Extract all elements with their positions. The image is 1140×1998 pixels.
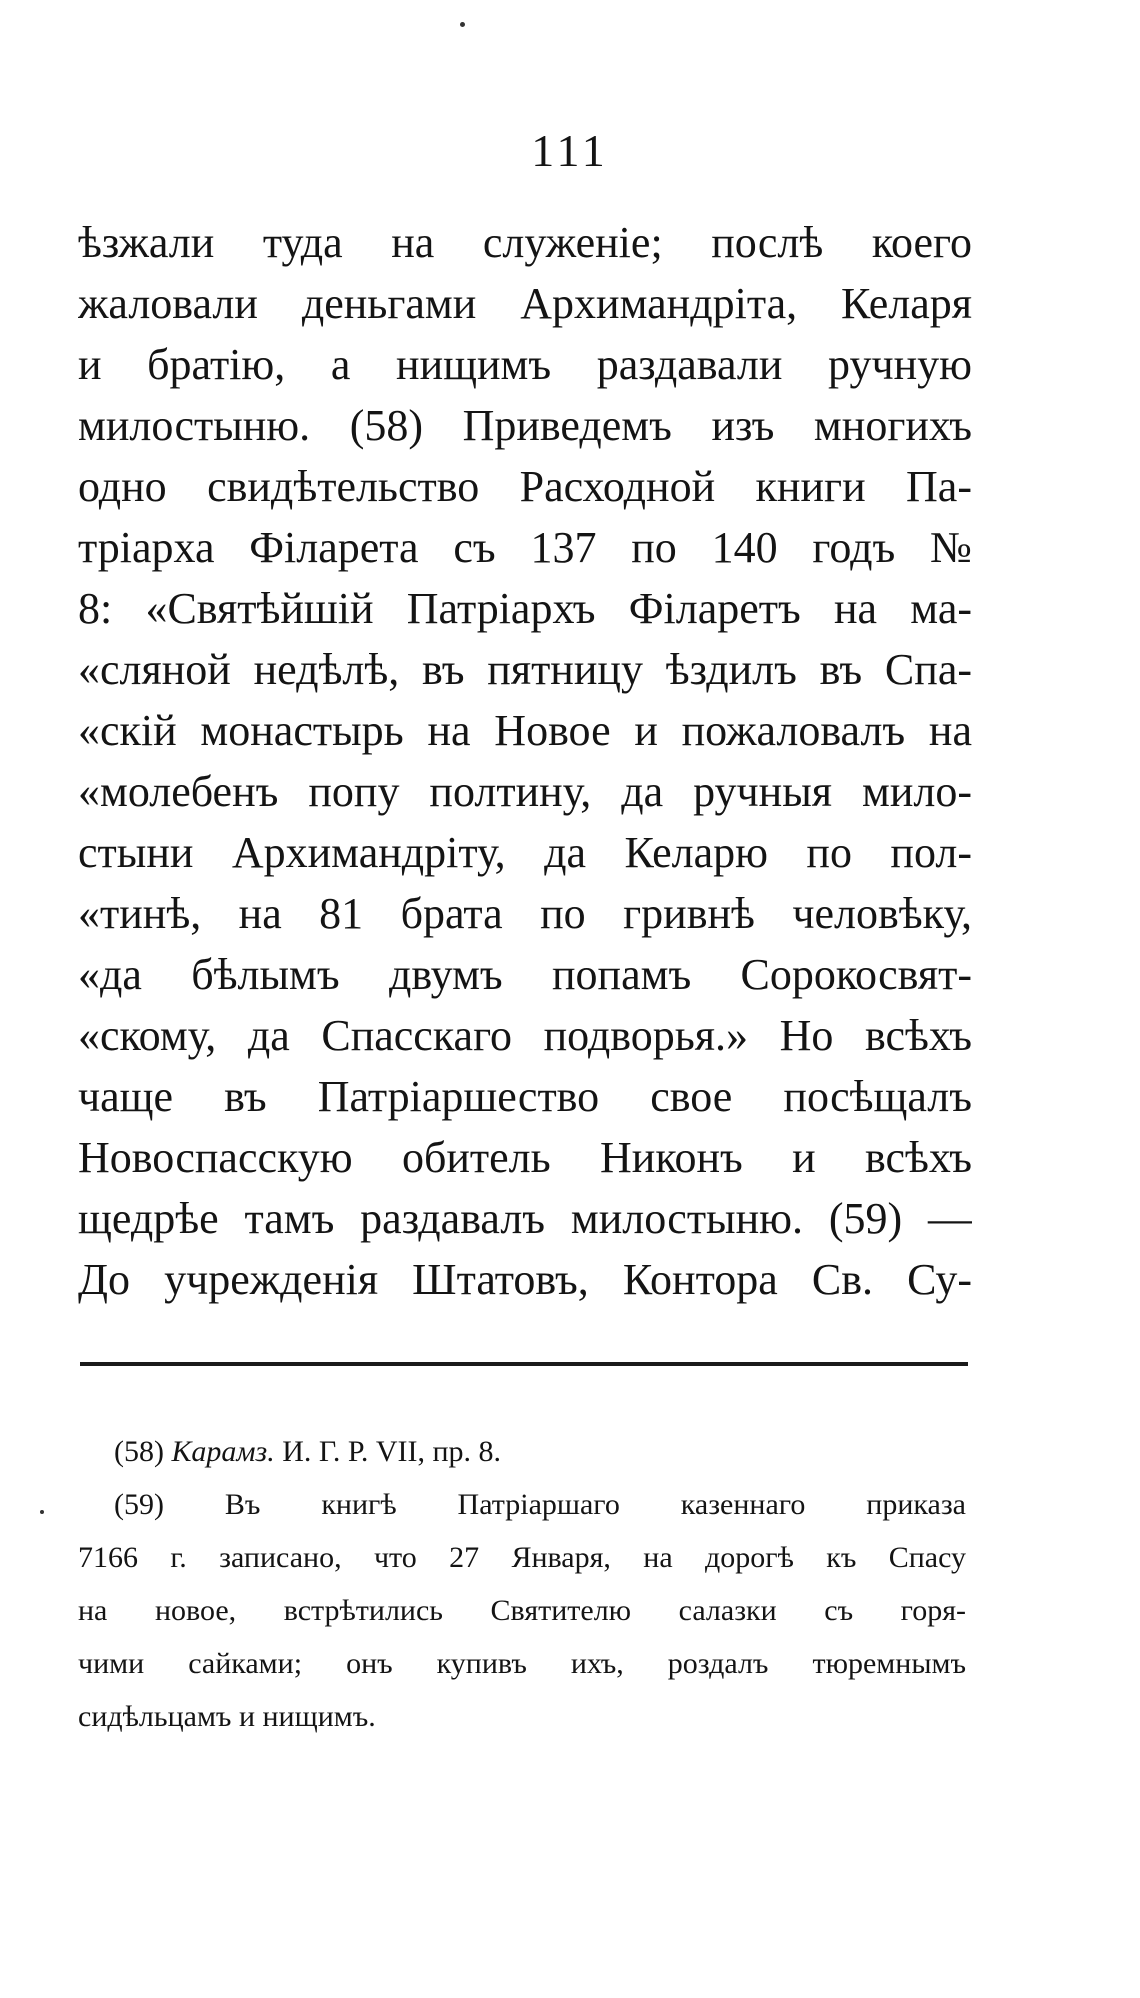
- text-line: Новоспасскую обитель Никонъ и всѣхъ: [78, 1133, 972, 1182]
- text-line: «скому, да Спасскаго подворья.» Но всѣхъ: [78, 1011, 972, 1060]
- text-line: жаловали деньгами Архимандріта, Келаря: [78, 279, 972, 328]
- text-line: «молебенъ попу полтину, да ручныя мило-: [78, 767, 972, 816]
- footnote-separator-rule: [80, 1362, 968, 1366]
- text-line: «да бѣлымъ двумъ попамъ Сорокосвят-: [78, 950, 972, 999]
- footnote-59-line: 7166 г. записано, что 27 Января, на дорогѣ къ Спасу: [78, 1541, 966, 1574]
- text-line: щедрѣе тамъ раздавалъ милостыню. (59) —: [78, 1194, 972, 1243]
- text-line: стыни Архимандріту, да Келарю по пол-: [78, 828, 972, 877]
- footnote-58: [78, 1425, 966, 1478]
- footnote-author: Карамз.: [171, 1435, 275, 1468]
- text-line: «тинѣ, на 81 брата по гривнѣ человѣку,: [78, 889, 972, 938]
- page-number: 111: [531, 125, 609, 176]
- footnote-59-line: на новое, встрѣтились Святителю салазки съ горя-: [78, 1594, 966, 1627]
- text-line: 8: «Святѣйшій Патріархъ Філаретъ на ма-: [78, 584, 972, 633]
- footnote-reference: И. Г. Р. VII, пр. 8.: [282, 1435, 502, 1468]
- text-line: милостыню. (58) Приведемъ изъ многихъ: [78, 401, 972, 450]
- text-line: одно свидѣтельство Расходной книги Па-: [78, 462, 972, 511]
- footnote-marker: (58): [114, 1435, 164, 1468]
- text-line: тріарха Філарета съ 137 по 140 годъ №: [78, 523, 972, 572]
- main-text: [78, 212, 972, 1310]
- text-line: ѣзжали туда на служеніе; послѣ коего: [78, 218, 972, 267]
- footnote-59-line: чими сайками; онъ купивъ ихъ, роздалъ тюремнымъ: [78, 1647, 966, 1680]
- stray-ink-dot: [460, 22, 465, 27]
- text-line: и братію, а нищимъ раздавали ручную: [78, 340, 972, 389]
- text-line: До учрежденія Штатовъ, Контора Св. Су-: [78, 1255, 972, 1304]
- text-line: «скій монастырь на Новое и пожаловалъ на: [78, 706, 972, 755]
- footnote-59-line: сидѣльцамъ и нищимъ.: [78, 1700, 376, 1733]
- footnotes: [78, 1425, 966, 1743]
- text-line: чаще въ Патріаршество свое посѣщалъ: [78, 1072, 972, 1121]
- text-line: «сляной недѣлѣ, въ пятницу ѣздилъ въ Спа-: [78, 645, 972, 694]
- footnote-59-line: (59) Въ книгѣ Патріаршаго казеннаго приказа: [114, 1488, 966, 1521]
- stray-ink-dot: [40, 1510, 44, 1514]
